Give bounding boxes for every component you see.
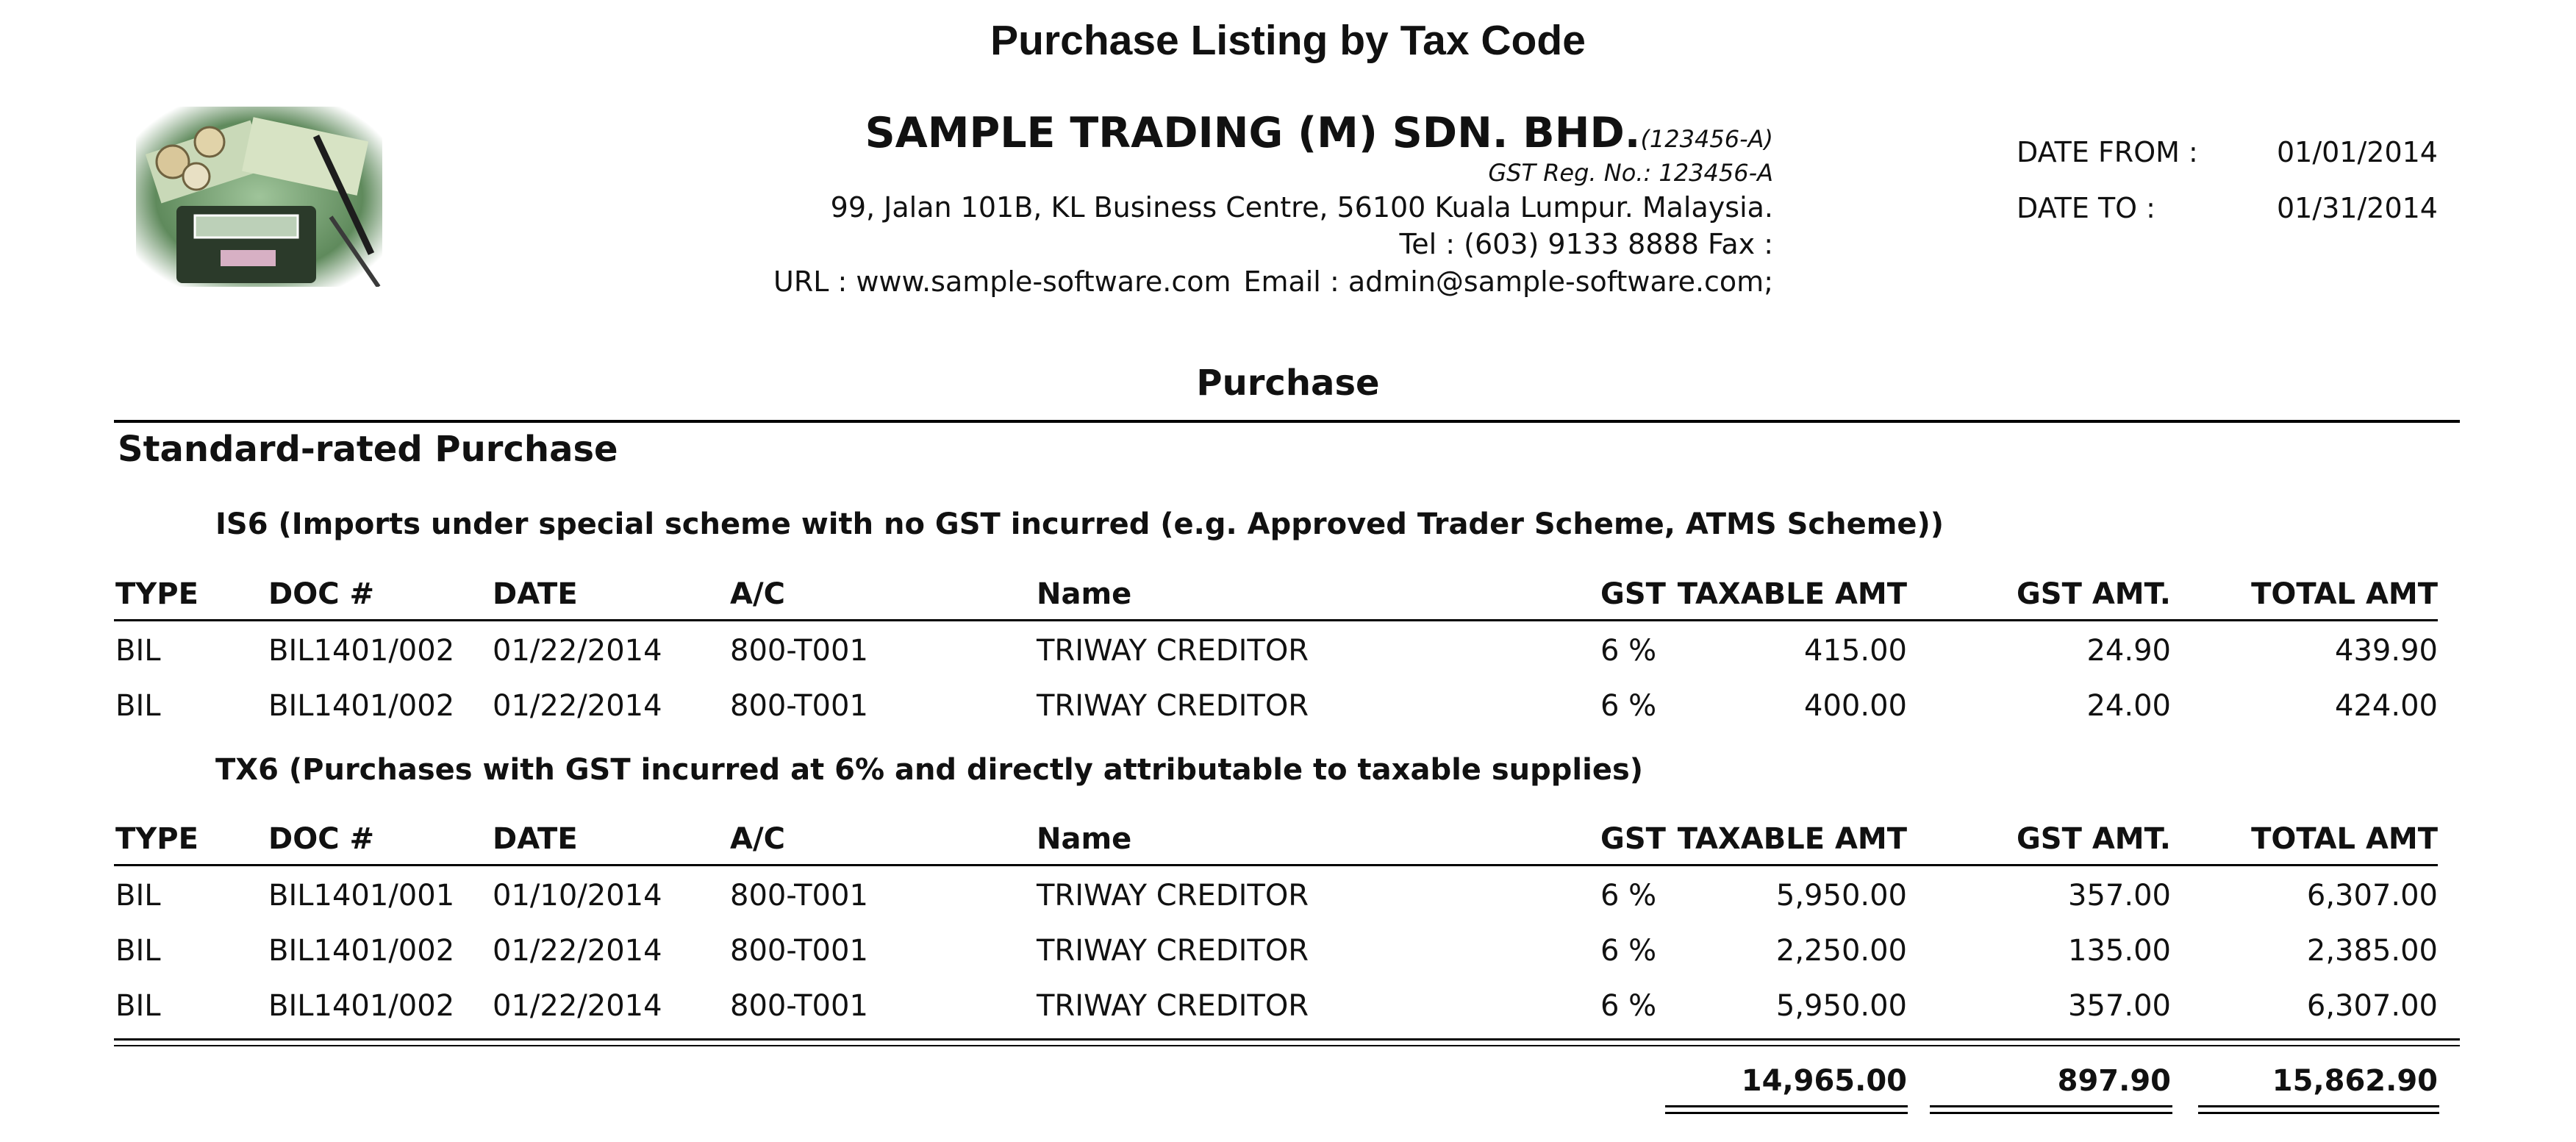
col-total: TOTAL AMT <box>2251 822 2438 856</box>
cell-ac: 800-T001 <box>730 934 868 968</box>
cell-gst: 6 % <box>1600 879 1657 913</box>
cell-doc: BIL1401/002 <box>268 934 455 968</box>
cell-doc: BIL1401/002 <box>268 989 455 1023</box>
total-taxable-underline <box>1665 1105 1908 1107</box>
section-title: Purchase <box>1196 363 1380 404</box>
company-email: Email : admin@sample-software.com; <box>1243 265 1773 298</box>
cell-ac: 800-T001 <box>730 879 868 913</box>
cell-type: BIL <box>115 634 161 668</box>
cell-taxable: 400.00 <box>1804 689 1907 723</box>
totals-rule-top <box>114 1038 2460 1041</box>
cell-date: 01/22/2014 <box>493 634 662 668</box>
company-tel-fax: Tel : (603) 9133 8888 Fax : <box>1399 228 1773 260</box>
col-gst-amt: GST AMT. <box>2016 577 2171 611</box>
col-gst: GST <box>1600 577 1666 611</box>
cell-type: BIL <box>115 934 161 968</box>
tax-code-title: IS6 (Imports under special scheme with no GST incurred (e.g. Approved Trader Scheme, ATMS Scheme)) <box>215 507 1944 541</box>
cell-type: BIL <box>115 689 161 723</box>
cell-taxable: 5,950.00 <box>1775 879 1907 913</box>
col-total: TOTAL AMT <box>2251 577 2438 611</box>
cell-doc: BIL1401/002 <box>268 689 455 723</box>
cell-date: 01/22/2014 <box>493 989 662 1023</box>
date-to-value: 01/31/2014 <box>2276 192 2438 224</box>
company-address: 99, Jalan 101B, KL Business Centre, 56100 Kuala Lumpur. Malaysia. <box>830 191 1773 224</box>
cell-name: TRIWAY CREDITOR <box>1037 934 1309 968</box>
cell-ac: 800-T001 <box>730 689 868 723</box>
cell-total: 439.90 <box>2335 634 2438 668</box>
cell-total: 6,307.00 <box>2306 989 2438 1023</box>
cell-gst-amt: 24.00 <box>2086 689 2171 723</box>
col-taxable: TAXABLE AMT <box>1677 822 1907 856</box>
col-date: DATE <box>493 822 578 856</box>
total-amt: 15,862.90 <box>2272 1064 2438 1098</box>
cell-taxable: 5,950.00 <box>1775 989 1907 1023</box>
header-rule <box>114 619 2438 621</box>
date-to-label: DATE TO : <box>2017 192 2155 224</box>
cell-date: 01/22/2014 <box>493 934 662 968</box>
totals-rule-bottom <box>114 1045 2460 1046</box>
cell-name: TRIWAY CREDITOR <box>1037 879 1309 913</box>
company-logo <box>136 107 382 287</box>
cell-gst-amt: 357.00 <box>2068 879 2171 913</box>
cell-taxable: 415.00 <box>1804 634 1907 668</box>
cell-type: BIL <box>115 989 161 1023</box>
cell-gst: 6 % <box>1600 989 1657 1023</box>
cell-ac: 800-T001 <box>730 989 868 1023</box>
section-rule <box>114 420 2460 423</box>
date-from-label: DATE FROM : <box>2017 136 2198 168</box>
cell-gst-amt: 357.00 <box>2068 989 2171 1023</box>
cell-name: TRIWAY CREDITOR <box>1037 634 1309 668</box>
total-amt-underline <box>2198 1105 2439 1107</box>
header-rule <box>114 864 2438 866</box>
total-gst-underline <box>1930 1105 2172 1107</box>
cell-total: 2,385.00 <box>2306 934 2438 968</box>
col-type: TYPE <box>115 577 198 611</box>
col-name: Name <box>1037 822 1132 856</box>
tax-code-title: TX6 (Purchases with GST incurred at 6% and directly attributable to taxable supplies) <box>215 753 1644 787</box>
col-date: DATE <box>493 577 578 611</box>
col-taxable: TAXABLE AMT <box>1677 577 1907 611</box>
total-gst-amt: 897.90 <box>2057 1064 2171 1098</box>
company-reg-no: (123456-A) <box>1640 125 1773 153</box>
cell-total: 424.00 <box>2335 689 2438 723</box>
cell-taxable: 2,250.00 <box>1775 934 1907 968</box>
company-url: URL : www.sample-software.com <box>773 265 1231 298</box>
cell-gst-amt: 135.00 <box>2068 934 2171 968</box>
col-ac: A/C <box>730 577 785 611</box>
cell-name: TRIWAY CREDITOR <box>1037 989 1309 1023</box>
cell-doc: BIL1401/001 <box>268 879 455 913</box>
category-title: Standard-rated Purchase <box>118 429 618 470</box>
cell-type: BIL <box>115 879 161 913</box>
date-from-value: 01/01/2014 <box>2276 136 2438 168</box>
col-gst: GST <box>1600 822 1666 856</box>
col-ac: A/C <box>730 822 785 856</box>
total-taxable-underline <box>1665 1112 1908 1114</box>
col-doc: DOC # <box>268 822 375 856</box>
report-title: Purchase Listing by Tax Code <box>990 17 1586 64</box>
cell-total: 6,307.00 <box>2306 879 2438 913</box>
col-type: TYPE <box>115 822 198 856</box>
gst-reg-no: GST Reg. No.: 123456-A <box>1488 159 1773 187</box>
cell-gst: 6 % <box>1600 934 1657 968</box>
total-taxable: 14,965.00 <box>1741 1064 1907 1098</box>
col-doc: DOC # <box>268 577 375 611</box>
col-name: Name <box>1037 577 1132 611</box>
cell-gst: 6 % <box>1600 634 1657 668</box>
total-gst-underline <box>1930 1112 2172 1114</box>
cell-gst: 6 % <box>1600 689 1657 723</box>
company-name: SAMPLE TRADING (M) SDN. BHD.(123456-A) <box>865 109 1773 157</box>
cell-date: 01/10/2014 <box>493 879 662 913</box>
cell-doc: BIL1401/002 <box>268 634 455 668</box>
cell-date: 01/22/2014 <box>493 689 662 723</box>
cell-name: TRIWAY CREDITOR <box>1037 689 1309 723</box>
cell-gst-amt: 24.90 <box>2086 634 2171 668</box>
total-amt-underline <box>2198 1112 2439 1114</box>
cell-ac: 800-T001 <box>730 634 868 668</box>
col-gst-amt: GST AMT. <box>2016 822 2171 856</box>
